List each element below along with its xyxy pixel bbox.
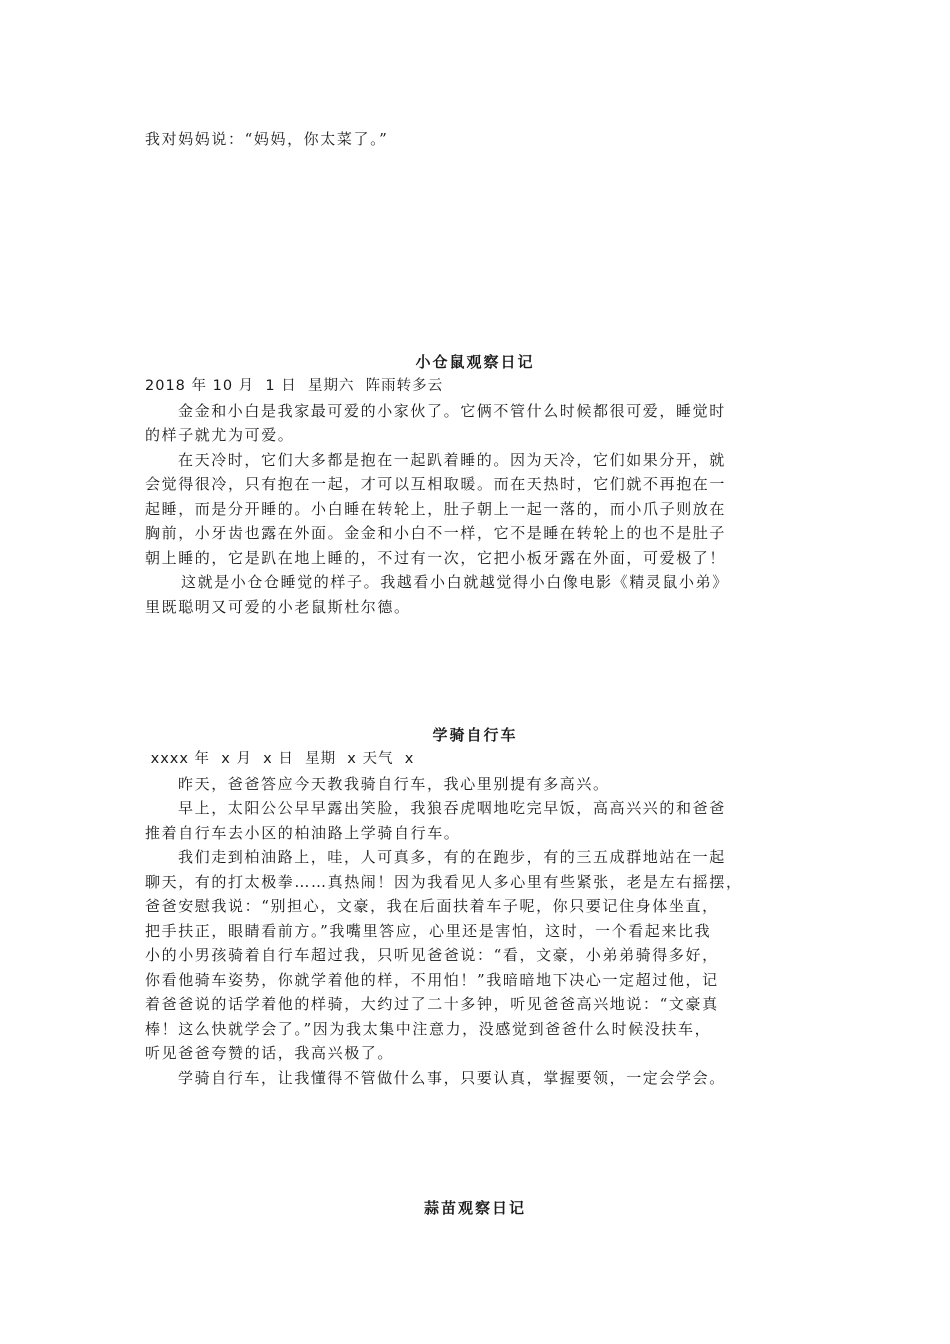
hamster-line-5: 起睡，而是分开睡的。小白睡在转轮上，肚子朝上一起一落的，而小爪子则放在 <box>145 499 727 518</box>
bike-date: xxxx 年 x 月 x 日 星期 x 天气 x <box>145 751 415 767</box>
bike-line-5: 聊天，有的打太极拳……真热闹！因为我看见人多心里有些紧张，老是左右摇摆， <box>145 872 743 891</box>
bike-line-9: 你看他骑车姿势，你就学着他的样，不用怕！”我暗暗地下决心一定超过他，记 <box>145 970 719 989</box>
intro-section <box>145 127 805 152</box>
hamster-line-3: 在天冷时，它们大多都是抱在一起趴着睡的。因为天冷，它们如果分开，就 <box>178 450 726 469</box>
hamster-line-6: 胸前，小牙齿也露在外面。金金和小白不一样，它不是睡在转轮上的也不是肚子 <box>145 524 727 542</box>
bike-line-3: 推着自行车去小区的柏油路上学骑自行车。 <box>145 823 461 842</box>
hamster-line-8: 这就是小仓仓睡觉的样子。我越看小白就越觉得小白像电影《精灵鼠小弟》 <box>181 573 729 591</box>
bike-title: 学骑自行车 <box>432 726 518 744</box>
hamster-line-4: 会觉得很冷，只有抱在一起，才可以互相取暖。而在天热时，它们就不再抱在一 <box>145 475 727 493</box>
hamster-line-7: 朝上睡的，它是趴在地上睡的，不过有一次，它把小板牙露在外面，可爱极了！ <box>145 548 727 567</box>
hamster-line-2: 的样子就尤为可爱。 <box>145 426 295 444</box>
hamster-line-1: 金金和小白是我家最可爱的小家伙了。它俩不管什么时候都很可爱，睡觉时 <box>178 401 726 420</box>
intro-line: 我对妈妈说：“妈妈，你太菜了。” <box>145 130 389 148</box>
hamster-title: 小仓鼠观察日记 <box>415 353 535 371</box>
hamster-line-9: 里既聪明又可爱的小老鼠斯杜尔德。 <box>145 597 411 616</box>
bike-diary <box>145 723 805 1090</box>
garlic-title: 蒜苗观察日记 <box>423 1199 526 1217</box>
hamster-date: 2018 年 10 月 1 日 星期六 阵雨转多云 <box>145 378 444 394</box>
bike-line-4: 我们走到柏油路上，哇，人可真多，有的在跑步，有的三五成群地站在一起 <box>178 848 726 866</box>
garlic-diary <box>145 1196 805 1220</box>
bike-line-13: 学骑自行车，让我懂得不管做什么事，只要认真，掌握要领，一定会学会。 <box>178 1068 726 1087</box>
bike-line-8: 小的小男孩骑着自行车超过我，只听见爸爸说：“看，文豪，小弟弟骑得多好， <box>145 946 719 964</box>
bike-line-1: 昨天，爸爸答应今天教我骑自行车，我心里别提有多高兴。 <box>178 774 610 793</box>
bike-line-10: 着爸爸说的话学着他的样骑，大约过了二十多钟，听见爸爸高兴地说：“文豪真 <box>145 995 719 1013</box>
bike-line-12: 听见爸爸夸赞的话，我高兴极了。 <box>145 1044 395 1062</box>
bike-line-6: 爸爸安慰我说：“别担心，文豪，我在后面扶着车子呢，你只要记住身体坐直， <box>145 897 719 915</box>
bike-line-11: 棒！这么快就学会了。”因为我太集中注意力，没感觉到爸爸什么时候没扶车， <box>145 1019 712 1038</box>
bike-line-2: 早上，太阳公公早早露出笑脸，我狼吞虎咽地吃完早饭，高高兴兴的和爸爸 <box>178 799 726 817</box>
hamster-diary <box>145 350 805 619</box>
bike-line-7: 把手扶正，眼睛看前方。”我嘴里答应，心里还是害怕，这时，一个看起来比我 <box>145 921 712 940</box>
